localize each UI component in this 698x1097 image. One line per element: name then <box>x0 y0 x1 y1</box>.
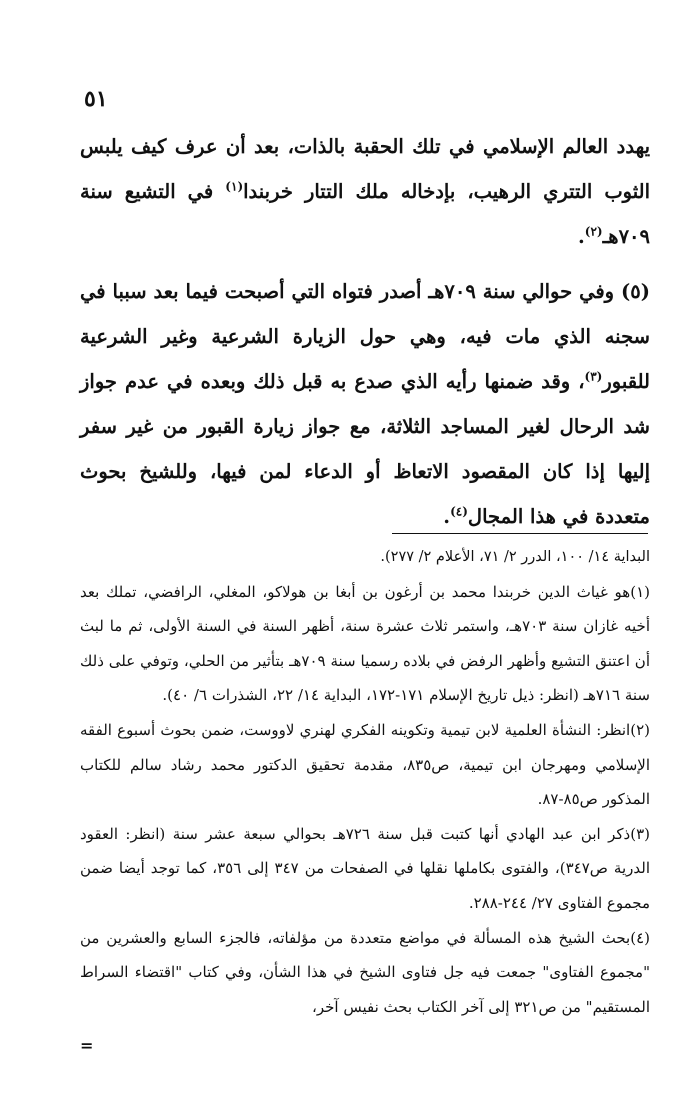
paragraph-2-text-b: ، وقد ضمنها رأيه الذي صدع به قبل ذلك وبعده في عدم جواز شد الرحال لغير المساجد الثلاثة، مع جواز زيارة القبور من غير سفر إليها إذا كان المقصود الاتعاظ أو الدعاء لمن فيها، وللشيخ بحوث متعددة في هذا المجال <box>80 370 650 528</box>
footnote-divider <box>392 533 648 534</box>
paragraph-2 <box>80 269 650 539</box>
main-text <box>80 124 650 539</box>
paragraph-1 <box>80 124 650 259</box>
paragraph-1-text: يهدد العالم الإسلامي في تلك الحقبة بالذات، بعد أن عرف كيف يلبس الثوب التتري الرهيب، بإدخاله ملك التتار خربندا <box>80 135 650 203</box>
paragraph-1-end: . <box>577 225 585 248</box>
paragraph-2-text: (٥) وفي حوالي سنة ٧٠٩هـ أصدر فتواه التي أصبحت فيما بعد سببا في سجنه الذي مات فيه، وهي حول الزيارة الشرعية وغير الشرعية للقبور <box>80 280 650 393</box>
footnote-ref-1: (١) <box>225 179 244 194</box>
footnote-ref-2: (٢) <box>584 224 603 239</box>
footnote-sources: البداية ١٤/ ١٠٠، الدرر ٢/ ٧١، الأعلام ٢/ ٢٧٧). <box>380 549 650 565</box>
footnote-3: (٣)ذكر ابن عبد الهادي أنها كتبت قبل سنة ٧٢٦هـ بحوالي سبعة عشر سنة (انظر: العقود الدرية ص٣٤٧)، والفتوى بكاملها نقلها في الصفحات من ٣٤٧ إلى ٣٥٦، كما توجد أيضا ضمن مجموع الفتاوى ٢٧/ ٢٤٤-٢٨٨. <box>80 824 650 912</box>
footnote-ref-3: (٣) <box>584 369 603 384</box>
page-number: ٥١ <box>84 86 108 112</box>
footnote-1: (١)هو غياث الدين خربندا محمد بن أرغون بن أبغا بن هولاكو، المغلي، الرافضي، تملك بعد أخيه غازان سنة ٧٠٣هـ، واستمر ثلاث عشرة سنة، أظهر السنة في السنة الأولى، ثم ما لبث أن اعتنق التشيع وأظهر الرفض في بلاده رسميا سنة ٧٠٩هـ بتأثير من الحلي، وتوفي على ذلك سنة ٧١٦هـ (انظر: ذيل تاريخ الإسلام ١٧١-١٧٢، البداية ١٤/ ٢٢، الشذرات ٦/ ٤٠). <box>80 582 650 705</box>
footnote-4: (٤)بحث الشيخ هذه المسألة في مواضع متعددة من مؤلفاته، فالجزء السابع والعشرين من "مجموع الفتاوى" جمعت فيه جل فتاوى الشيخ في هذا الشأن، وفي كتاب "اقتضاء السراط المستقيم" من ص٣٢١ إلى آخر الكتاب بحث نفيس آخر، <box>80 928 650 1016</box>
paragraph-2-end: . <box>443 505 451 528</box>
footnotes <box>80 540 650 1024</box>
footnote-2: (٢)انظر: النشأة العلمية لابن تيمية وتكوينه الفكري لهنري لاووست، ضمن بحوث أسبوع الفقه الإسلامي ومهرجان ابن تيمية، ص٨٣٥، مقدمة تحقيق الدكتور محمد رشاد سالم للكتاب المذكور ص٨٥-٨٧. <box>80 720 650 809</box>
footnote-ref-4: (٤) <box>450 504 468 519</box>
paragraph-1-text-b: في التشيع سنة ٧٠٩هـ <box>80 180 650 248</box>
continuation-mark: = <box>80 1036 94 1055</box>
